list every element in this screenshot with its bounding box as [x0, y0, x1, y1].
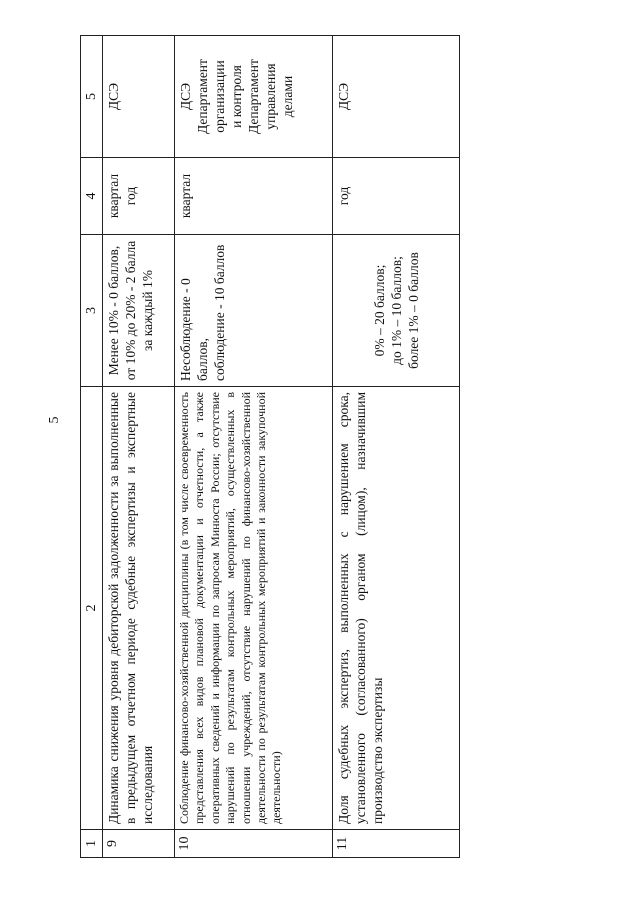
rotated-table-container: [80, 36, 460, 858]
criterion-text: Динамика снижения уровня дебиторской задолженности за выполненные в предыдущем отчетном периоде судебные экспертизы и экспертные исследования: [103, 387, 175, 830]
scoring-text: Менее 10% - 0 баллов, от 10% до 20% - 2 балла за каждый 1%: [103, 235, 175, 387]
executor-text: ДСЭ: [103, 36, 175, 158]
period-text: квартал: [175, 158, 333, 235]
executor-text: ДСЭ Департамент организации и контроля Департамент управления делами: [175, 36, 333, 158]
column-header-1: 1: [81, 830, 103, 858]
criterion-text: Доля судебных экспертиз, выполненных с нарушением срока, установленного (согласованного) органом (лицом), назначившим производство экспертизы: [333, 387, 460, 830]
table-row: [103, 36, 175, 858]
criteria-table: [80, 35, 460, 858]
period-text: квартал год: [103, 158, 175, 235]
row-number: 11: [333, 830, 460, 858]
column-header-2: 2: [81, 387, 103, 830]
row-number: 10: [175, 830, 333, 858]
period-text: год: [333, 158, 460, 235]
table-row: [333, 36, 460, 858]
executor-text: ДСЭ: [333, 36, 460, 158]
criterion-text: Соблюдение финансово-хозяйственной дисциплины (в том числе своевременность представления всех видов плановой документации и отчетности, а также оперативных сведений и информации по запросам Минюста России; отсутствие нарушений по результатам контрольных мероприятий, осуществленных в отношении учреждений, отсутствие нарушений по финансово-хозяйственной деятельности по результатам контрольных мероприятий и законности закупочной деятельности): [175, 387, 333, 830]
page-number: 5: [47, 416, 62, 424]
row-number: 9: [103, 830, 175, 858]
column-header-3: 3: [81, 235, 103, 387]
scoring-text: Несоблюдение - 0 баллов, соблюдение - 10 баллов: [175, 235, 333, 387]
column-header-5: 5: [81, 36, 103, 158]
table-row: [175, 36, 333, 858]
scoring-text: 0% – 20 баллов; до 1% – 10 баллов; более 1% – 0 баллов: [333, 235, 460, 387]
column-header-4: 4: [81, 158, 103, 235]
header-row: [81, 36, 103, 858]
